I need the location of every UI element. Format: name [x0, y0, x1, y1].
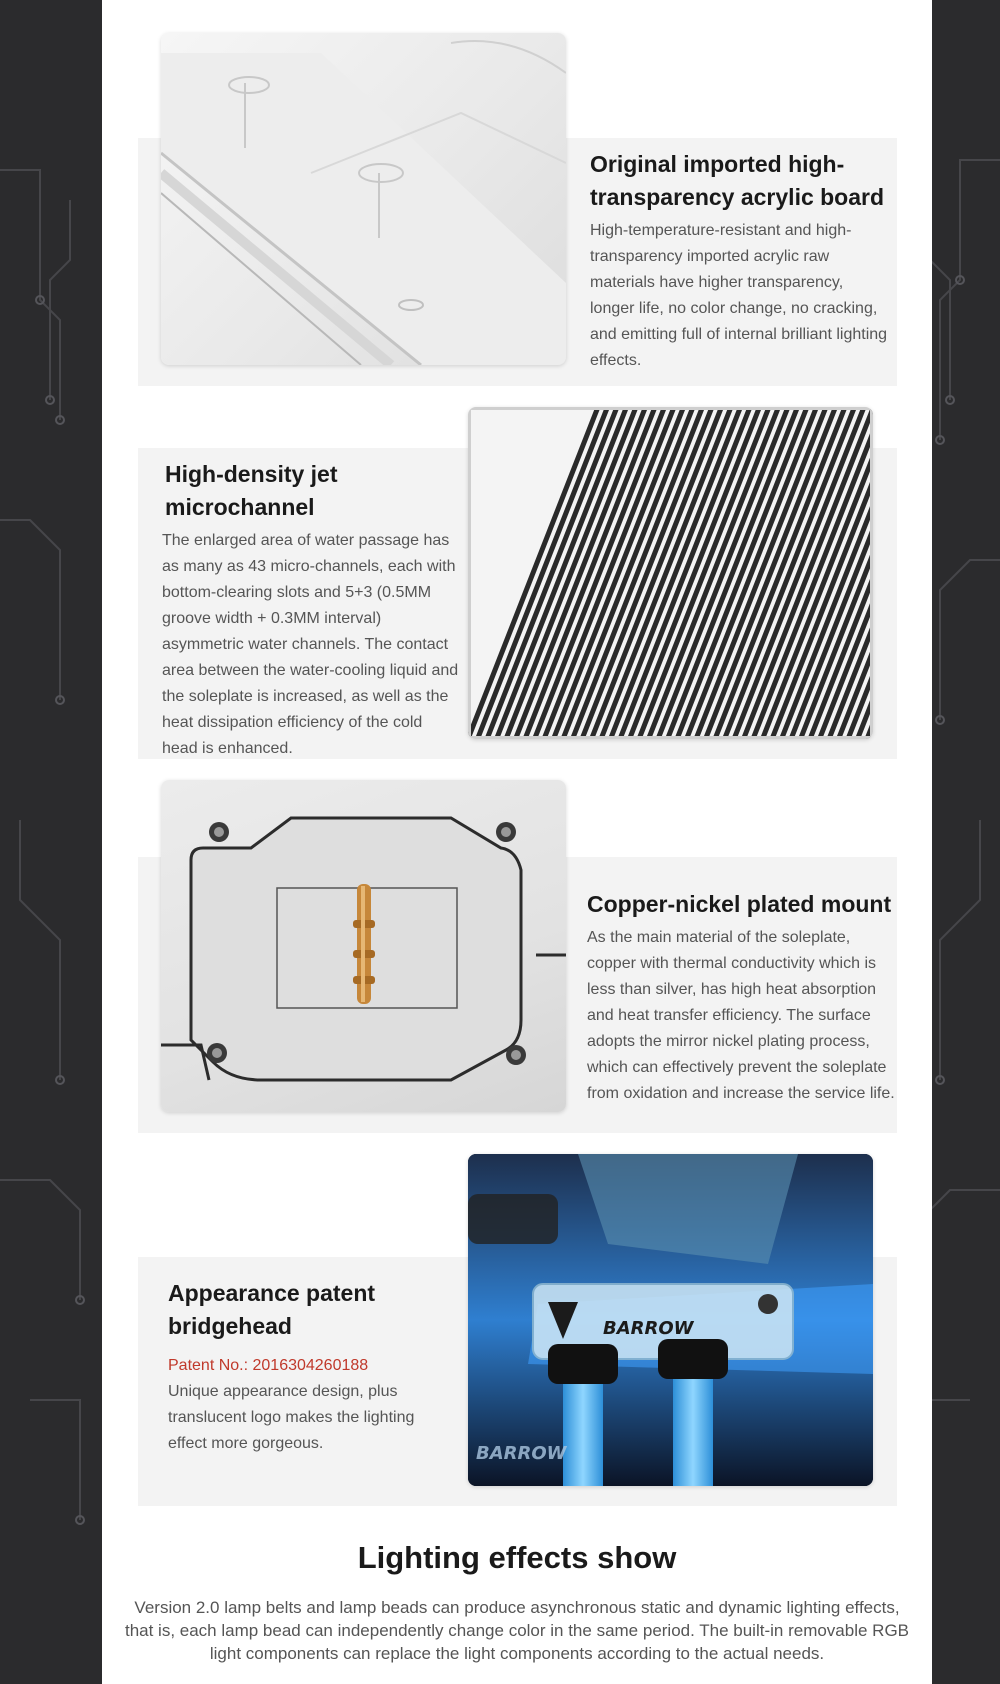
- feature-description: High-temperature-resistant and high-transparency imported acrylic raw materials have higher transparency, longer life, no color change, no cracking, and emitting full of internal brilliant lighting effects.: [590, 222, 888, 369]
- feature-title: Copper-nickel plated mount: [587, 891, 892, 917]
- microchannel-fins-photo: [468, 407, 873, 739]
- lighting-section-body: Version 2.0 lamp belts and lamp beads can produce asynchronous static and dynamic lighting effects, that is, each lamp bead can independently change color in the same period. The built-in removable RGB light components can replace the light components according to the actual needs.: [124, 1598, 910, 1663]
- patent-number: Patent No.: 2016304260188: [168, 1357, 369, 1374]
- feature-text-acrylic: [590, 148, 890, 374]
- barrow-logo-text: BARROW: [603, 1318, 694, 1339]
- feature-title: Original imported high-transparency acrylic board: [590, 151, 885, 210]
- nickel-plate-photo: [161, 780, 566, 1112]
- barrow-board-text: BARROW: [476, 1443, 567, 1464]
- feature-description: As the main material of the soleplate, copper with thermal conductivity which is less than silver, has high heat absorption and heat transfer efficiency. The surface adopts the mirror nickel plating process, which can effectively prevent the soleplate from oxidation and increase the service life.: [587, 929, 895, 1102]
- feature-text-microchannel: [162, 458, 462, 762]
- bridgehead-photo: [468, 1154, 873, 1486]
- feature-title: High-density jet microchannel: [165, 461, 338, 520]
- acrylic-board-photo: [161, 33, 566, 365]
- lighting-section-title: Lighting effects show: [357, 1540, 677, 1575]
- feature-text-bridgehead: [168, 1277, 448, 1457]
- content-page: [102, 0, 932, 1684]
- feature-text-nickel: [587, 888, 897, 1107]
- feature-title: Appearance patent bridgehead: [168, 1280, 376, 1339]
- feature-description: The enlarged area of water passage has as many as 43 micro-channels, each with bottom-clearing slots and 5+3 (0.5MM groove width + 0.3MM interval) asymmetric water channels. The contact area between the water-cooling liquid and the soleplate is increased, as well as the heat dissipation efficiency of the cold head is enhanced.: [162, 532, 459, 757]
- feature-description: Unique appearance design, plus translucent logo makes the lighting effect more gorgeous.: [168, 1383, 415, 1452]
